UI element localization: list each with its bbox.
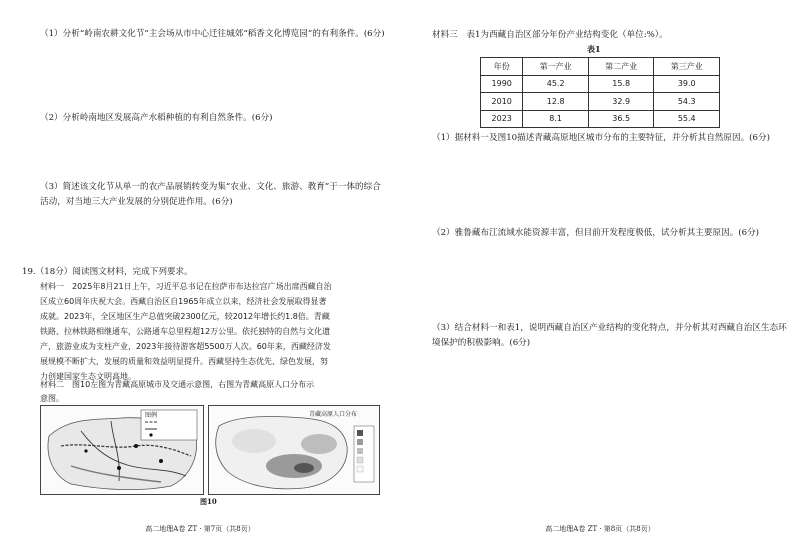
city-dot — [84, 449, 87, 452]
table-row — [481, 110, 720, 128]
legend-swatch — [357, 457, 363, 463]
figure-10-caption: 图10 — [200, 497, 217, 506]
table-cell: 54.3 — [654, 93, 720, 111]
table-cell: 1990 — [481, 75, 523, 93]
material-2-line: 意图。 — [40, 394, 64, 403]
table-cell: 15.8 — [588, 75, 654, 93]
right-question-1: （1）据材料一及图10描述青藏高原地区城市分布的主要特征，并分析其自然原因。(6分) — [432, 133, 770, 143]
right-question-3: （3）结合材料一和表1，说明西藏自治区产业结构的变化特点，并分析其对西藏自治区生态环境保护的积极影响。(6分) — [432, 323, 787, 348]
legend-swatch — [357, 430, 363, 436]
table-1-industry-structure — [480, 57, 720, 128]
question-3: （3）简述该文化节从单一的农产品展销转变为集“农业、文化、旅游、教育”于一体的综合活动，对当地三大产业发展的分别促进作用。(6分) — [40, 182, 381, 207]
legend-swatch — [357, 439, 363, 445]
question-2: （2）分析岭南地区发展高产水稻种植的有利自然条件。(6分) — [40, 113, 273, 123]
table-header: 第一产业 — [523, 58, 589, 76]
figure-10-city-transport-map — [40, 405, 204, 495]
city-dot — [134, 444, 138, 448]
material-1-line: 产，旅游业成为支柱产业，2023年接待游客超5500万人次。60年来，西藏经济发 — [40, 342, 331, 351]
densest-population-area — [294, 463, 314, 473]
table-header-row — [481, 58, 720, 76]
figure-10-population-map — [208, 405, 380, 495]
table-1-title: 表1 — [587, 44, 601, 54]
medium-population-area — [301, 434, 337, 454]
population-map-svg — [209, 406, 379, 494]
table-cell: 36.5 — [588, 110, 654, 128]
material-1-line: 材料一 2025年8月21日上午，习近平总书记在拉萨市布达拉宫广场出席西藏自治 — [40, 282, 332, 291]
table-header: 第三产业 — [654, 58, 720, 76]
material-1-line: 铁路、拉林铁路相继通车，公路通车总里程超12万公里。依托独特的自然与文化遗 — [40, 327, 331, 336]
legend-swatch — [357, 448, 363, 454]
question-19-heading: 19.（18分）阅读图文材料，完成下列要求。 — [22, 267, 193, 277]
table-cell: 55.4 — [654, 110, 720, 128]
table-cell: 32.9 — [588, 93, 654, 111]
table-cell: 8.1 — [523, 110, 589, 128]
city-dot — [159, 459, 163, 463]
legend-city-symbol — [149, 433, 152, 436]
question-1: （1）分析“岭南农耕文化节”主会场从市中心迁往城郊“稻香文化博览园”的有利条件。(6分) — [40, 29, 385, 39]
table-cell: 2010 — [481, 93, 523, 111]
right-page — [400, 0, 800, 550]
table-row — [481, 93, 720, 111]
legend-swatch — [357, 466, 363, 472]
table-header: 第二产业 — [588, 58, 654, 76]
table-cell: 2023 — [481, 110, 523, 128]
city-dot — [117, 466, 121, 470]
dense-population-area — [266, 454, 322, 478]
left-map-legend-title: 图例 — [145, 412, 158, 419]
right-page-footer: 高二地理A卷 ZT · 第8页（共8页） — [545, 525, 655, 533]
material-2-line: 材料二 图10左图为青藏高原城市及交通示意图，右图为青藏高原人口分布示 — [40, 380, 315, 389]
material-3-intro: 材料三 表1为西藏自治区部分年份产业结构变化（单位:%）。 — [432, 30, 668, 40]
material-1-line: 区成立60周年庆祝大会。西藏自治区自1965年成立以来，经济社会发展取得显著 — [40, 297, 327, 306]
table-cell: 12.8 — [523, 93, 589, 111]
table-header: 年份 — [481, 58, 523, 76]
left-page-footer: 高二地理A卷 ZT · 第7页（共8页） — [145, 525, 255, 533]
population-map-title: 青藏高原人口分布 — [309, 411, 358, 418]
material-1-line: 力创建国家生态文明高地。 — [40, 372, 136, 381]
city-transport-map-svg — [41, 406, 203, 494]
table-cell: 45.2 — [523, 75, 589, 93]
material-1-line: 展规模不断扩大，发展的质量和效益明显提升。西藏坚持生态优先、绿色发展，努 — [40, 357, 328, 366]
table-row — [481, 75, 720, 93]
right-question-2: （2）雅鲁藏布江流域水能资源丰富，但目前开发程度极低，试分析其主要原因。(6分) — [432, 228, 760, 238]
material-1-line: 成就。2023年，全区地区生产总值突破2300亿元，较2012年增长约1.8倍。青藏 — [40, 312, 330, 321]
table-cell: 39.0 — [654, 75, 720, 93]
sparse-population-area — [232, 429, 276, 453]
